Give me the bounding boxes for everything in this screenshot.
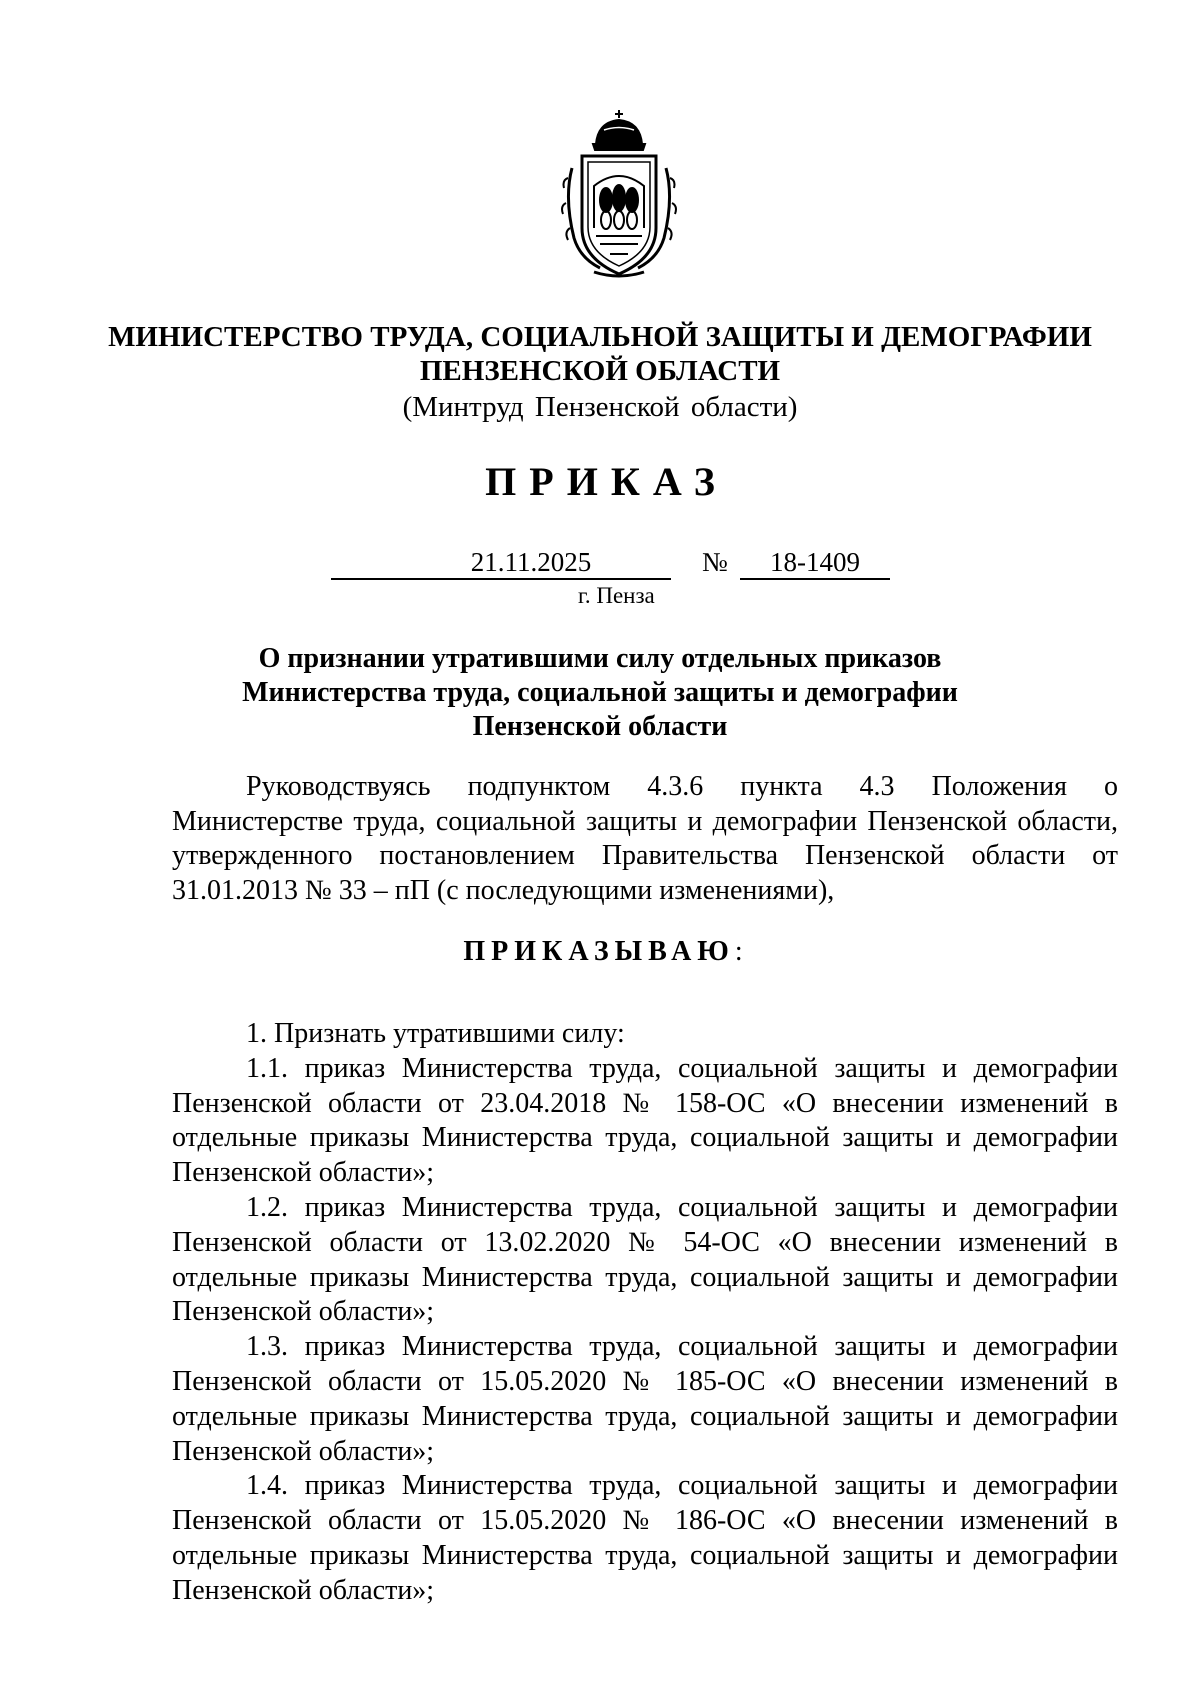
item-1-4-line: 1.4. приказ Министерства труда, социальной защиты и демографии <box>246 1470 1118 1502</box>
organization-name-line2: ПЕНЗЕНСКОЙ ОБЛАСТИ <box>419 355 781 387</box>
item-1-4-line: отдельные приказы Министерства труда, социальной защиты и демографии <box>172 1539 1118 1571</box>
item-1-2-line: Пензенской области от 13.02.2020 № 54-ОС «О внесении изменений в <box>172 1226 1118 1258</box>
document-city: г. Пенза <box>578 583 655 608</box>
document-number: 18-1409 <box>740 546 890 580</box>
preamble-paragraph <box>172 770 1118 908</box>
preamble-line: Министерстве труда, социальной защиты и демографии Пензенской области, <box>172 805 1118 837</box>
item-1-3-line: отдельные приказы Министерства труда, социальной защиты и демографии <box>172 1400 1118 1432</box>
document-subject-line2: Министерства труда, социальной защиты и демографии <box>242 677 958 708</box>
order-colon: : <box>734 936 743 967</box>
organization-name-line1: МИНИСТЕРСТВО ТРУДА, СОЦИАЛЬНОЙ ЗАЩИТЫ И ДЕМОГРАФИИ <box>108 321 1092 353</box>
item-1-4-line: Пензенской области от 15.05.2020 № 186-ОС «О внесении изменений в <box>172 1505 1118 1537</box>
item-1-2-line: 1.2. приказ Министерства труда, социальной защиты и демографии <box>246 1191 1118 1223</box>
document-subject-line1: О признании утратившими силу отдельных приказов <box>258 643 942 674</box>
order-heading <box>0 935 1200 969</box>
item-1-3-line: Пензенской области от 15.05.2020 № 185-ОС «О внесении изменений в <box>172 1365 1118 1397</box>
document-date: 21.11.2025 <box>331 546 671 580</box>
item-1-2-line: Пензенской области»; <box>172 1296 435 1328</box>
preamble-line: Руководствуясь подпунктом 4.3.6 пункта 4.3 Положения о <box>246 771 1118 802</box>
item-1-4-line: Пензенской области»; <box>172 1574 435 1606</box>
item-1-1-line: отдельные приказы Министерства труда, социальной защиты и демографии <box>172 1122 1118 1154</box>
document-type-title: ПРИКАЗ <box>485 459 728 504</box>
item-1-2-line: отдельные приказы Министерства труда, социальной защиты и демографии <box>172 1261 1118 1293</box>
order-items <box>172 1017 1118 1609</box>
document-subject-line3: Пензенской области <box>472 711 728 742</box>
item-1-1-line: 1.1. приказ Министерства труда, социальной защиты и демографии <box>246 1052 1118 1084</box>
preamble-line: утвержденного постановлением Правительства Пензенской области от <box>172 840 1118 871</box>
number-sign: № <box>702 547 728 577</box>
organization-short-name: (Минтруд Пензенской области) <box>402 391 798 423</box>
item-1: 1. Признать утратившими силу: <box>246 1018 625 1049</box>
item-1-1-line: Пензенской области от 23.04.2018 № 158-ОС «О внесении изменений в <box>172 1087 1118 1119</box>
item-1-3-line: Пензенской области»; <box>172 1435 435 1467</box>
item-1-1-line: Пензенской области»; <box>172 1157 435 1189</box>
preamble-line: 31.01.2013 № 33 – пП (с последующими изменениями), <box>172 874 835 906</box>
item-1-3-line: 1.3. приказ Министерства труда, социальной защиты и демографии <box>246 1331 1118 1363</box>
order-word: ПРИКАЗЫВАЮ <box>463 936 735 967</box>
penza-region-coat-of-arms-icon <box>560 108 678 280</box>
